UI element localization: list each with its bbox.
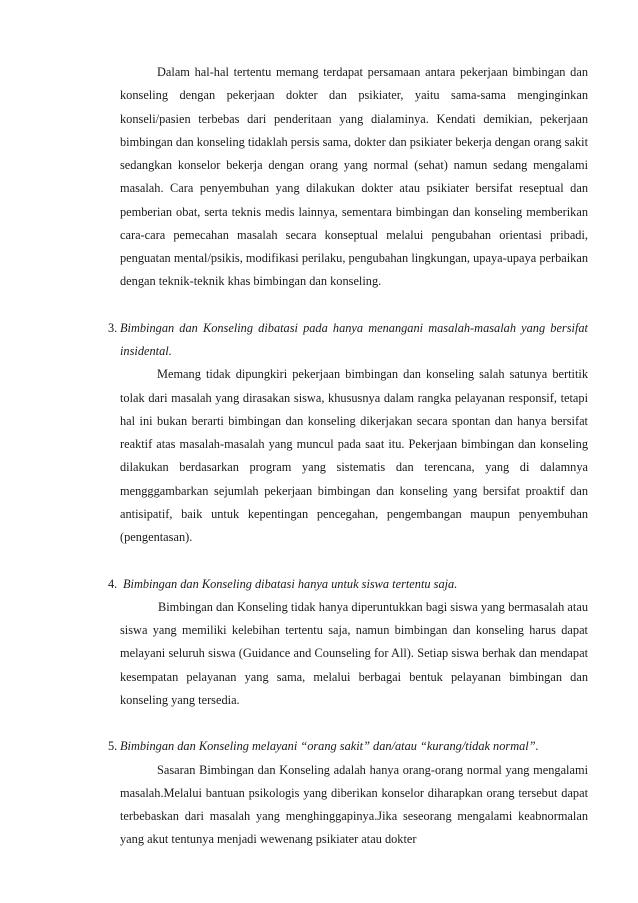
list-item-4-body: Bimbingan dan Konseling tidak hanya diperuntukkan bagi siswa yang bermasalah atau siswa yang memiliki kelebihan tertentu saja, namun bimbingan dan konseling harus dapat melayani seluruh siswa (Guidance and Counseling for All). Setiap siswa berhak dan mendapat kesempatan pelayanan yang sama, melalui berbagai bentuk pelayanan bimbingan dan konseling yang tersedia. [120,599,588,707]
list-item-5-number: 5. [108,739,118,754]
list-item-5-title [110,735,588,758]
list-item-5-title-text: Bimbingan dan Konseling melayani “orang sakit” dan/atau “kurang/tidak normal”. [120,739,539,754]
spacer [110,294,588,317]
list-item-4-number: 4. [108,576,118,591]
list-item-3-number: 3. [108,320,118,335]
spacer [110,549,588,572]
list-item-3-title [110,317,588,364]
list-item-4-title-text: Bimbingan dan Konseling dibatasi hanya untuk siswa tertentu saja. [123,576,458,591]
list-item-5-body: Sasaran Bimbingan dan Konseling adalah hanya orang-orang normal yang mengalami masalah.Melalui bantuan psikologis yang diberikan konselor diharapkan orang tersebut dapat terbebaskan dari masalah yang menghinggapinya.Jika seseorang mengalami keabnormalan yang akut tentunya menjadi wewenang psikiater atau dokter [120,762,588,847]
list-item-3-title-text: Bimbingan dan Konseling dibatasi pada hanya menangani masalah-masalah yang bersifat insidental. [120,320,588,358]
list-item-4-title [110,573,588,596]
spacer [110,712,588,735]
paragraph-intro: Dalam hal-hal tertentu memang terdapat persamaan antara pekerjaan bimbingan dan konseling dengan pekerjaan dokter dan psikiater, yaitu sama-sama menginginkan konseli/pasien terbebas dari penderitaan yang dialaminya. Kendati demikian, pekerjaan bimbingan dan konseling tidaklah persis sama, dokter dan psikiater bekerja dengan orang sakit sedangkan konselor bekerja dengan orang yang normal (sehat) namun sedang mengalami masalah. Cara penyembuhan yang dilakukan dokter atau psikiater bersifat reseptual dan pemberian obat, serta teknis medis lainnya, sementara bimbingan dan konseling memberikan cara-cara pemecahan masalah secara konseptual melalui pengubahan orientasi pribadi, penguatan mental/psikis, modifikasi perilaku, pengubahan lingkungan, upaya-upaya perbaikan dengan teknik-teknik khas bimbingan dan konseling. [120,65,588,289]
list-item-3-body: Memang tidak dipungkiri pekerjaan bimbingan dan konseling salah satunya bertitik tolak dari masalah yang dirasakan siswa, khususnya dalam rangka pelayanan responsif, tetapi hal ini bukan berarti bimbingan dan konseling dikerjakan secara spontan dan hanya bersifat reaktif atas masalah-masalah yang muncul pada saat itu. Pekerjaan bimbingan dan konseling dilakukan berdasarkan program yang sistematis dan terencana, yang di dalamnya mengggambarkan sejumlah pekerjaan bimbingan dan konseling yang bersifat proaktif dan antisipatif, baik untuk kepentingan pencegahan, pengembangan maupun penyembuhan (pengentasan). [120,367,588,544]
